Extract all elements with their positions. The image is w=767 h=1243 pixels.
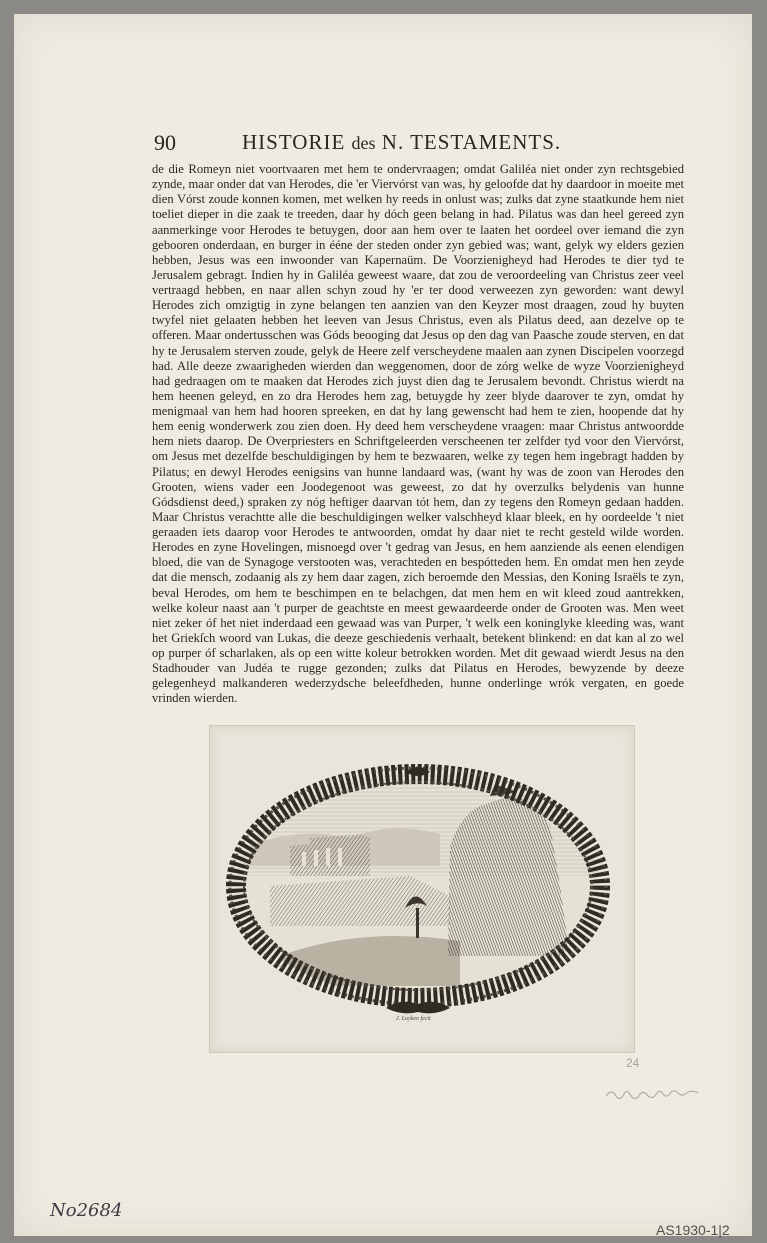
inventory-number: No2684	[50, 1200, 123, 1221]
catalogue-number: AS1930-1|2	[656, 1222, 730, 1238]
running-title-part: N. TESTAMENTS.	[375, 130, 562, 154]
pencil-annotation-number: 24	[626, 1056, 640, 1070]
pencil-scrawl	[604, 1086, 714, 1104]
running-header	[154, 130, 604, 156]
running-title-part: HISTORIE	[242, 130, 352, 154]
paper-sheet	[14, 14, 752, 1236]
engraving-plate	[210, 726, 634, 1052]
engraver-signature: J. Luyken fecit	[396, 1016, 431, 1022]
engraving-illustration	[210, 726, 634, 1052]
running-title-part: des	[351, 133, 376, 153]
page-number: 90	[154, 130, 176, 155]
running-title	[242, 130, 561, 155]
body-text: de die Romeyn niet voortvaaren met hem te ondervraagen; omdat Galiléa niet onder zyn rechtsgebied zynde, maar onder dat van Herodes, die 'er Viervórst van was, hy geloofde dat hy daardoor in moeite met dien Vórst zoude konnen komen, met welken hy reeds in onlust was; zulks dat zyne staatkunde hem niet toeliet dieper in die zaak te treeden, daar hy dóch geen belang in had. Pilatus was dan heel gereed zyn aanmerkinge voor Herodes te betuygen, door aan hem over te laaten het oordeel over iemand die zyn gebooren onderdaan, en burger in ééne der steden onder zyn gebied was; want, gelyk wy elders gezien hebben, Jesus was een inwoonder van Kapernaüm. De Voorzienigheyd had Herodes te dier tyd te Jerusalem gebragt. Indien hy in Galiléa geweest waare, dat zou de veroordeeling van Christus zeer veel vertraagd hebben, en naar allen schyn zoud hy 'er ter dood verweezen zyn geworden: want dewyl Herodes zich omzigtig in zyne belangen ten aanzien van den Keyzer most draagen, zoud hy buyten twyfel niet gelaaten hebben het leeven van Jesus Christus, even als Pilatus deed, aan dezelve op te offeren. Maar ondertusschen was Góds beooging dat Jesus op den dag van Paasche zoude sterven, en dat hy te Jerusalem sterven zoude, gelyk de Heere zelf verscheydene maalen aan zynen Discipelen voorzegd had. Alle deeze zwaarigheden wierden dan weggenomen, door de zórg welke de wyze Voorzienigheyd had gedraagen om te maaken dat Herodes zich juyst dien dag te Jerusalem bevondt. Christus wierdt na hem heenen geleyd, en zo dra Herodes hem zag, betuygde hy zeer blyde daarover te zyn, omdat hy menigmaal van hem had hooren spreeken, en dat hy lang gewenscht had hem te zien, hoopende dat hy hem eenig wonderwerk zou zien doen. Hy deed hem verscheydene vraagen: maar Christus antwoordde hem niets daarop. De Overpriesters en Schriftgeleerden verscheenen ter zelfder tyd voor den Viervórst, om Jesus met dezelfde beschuldigingen by hem te bezwaaren, welke zy tegen hem ingebragt hadden by Pilatus; en dewyl Herodes eenigsins van hunne landaard was, (want hy was de zoon van Herodes den Grooten, wiens vader een Joodegenoot was geweest, zo dat hy overzulks belydenis van hunne Gódsdienst deed,) spraken zy nóg heftiger daarvan tót hem, dan zy tegens den Romeyn gedaan hadden. Maar Christus verachtte alle die beschuldigingen welker valschheyd klaar bleek, en hy oordeelde 't niet geraaden iets daarop voor Herodes te antwoorden, omdat hy daar niet te recht gesteld wilde worden. Herodes en zyne Hovelingen, misnoegd over 't gedrag van Jesus, en hem aanziende als eenen elendigen bloed, die van de Synagoge verstooten was, verachteden en bespótteden hem. En omdat men hen zeyde dat die mensch, zodaanig als zy hem daar zagen, zich beroemde den Messias, den Koning Israëls te zyn, beval Herodes, om hem te beschimpen en te belachgen, dat men hem en wit kleed zoud aantrekken, welke koleur naast aan 't purper de geachtste en meest gewaardeerde onder de Grooten was. Men weet niet zeker óf het niet inderdaad een gewaad was van Purper, 't welk een koninglyke kleeding was, want het Griekſch woord van Lukas, die deeze geschiedenis verhaalt, betekent blinkend: en dat kan al zo wel op purper óf scharlaken, als op een witte koleur betrokken worden. Met dit gewaad wierdt Jesus na den Stadhouder van Judéa te rugge gezonden; zulks dat Pilatus en Herodes, bewyzende by deeze gelegenheyd malkanderen wederzydsche beleefdheden, hunne onderlinge wrók vergaten, en goede vrinden wierden.	[152, 162, 684, 706]
